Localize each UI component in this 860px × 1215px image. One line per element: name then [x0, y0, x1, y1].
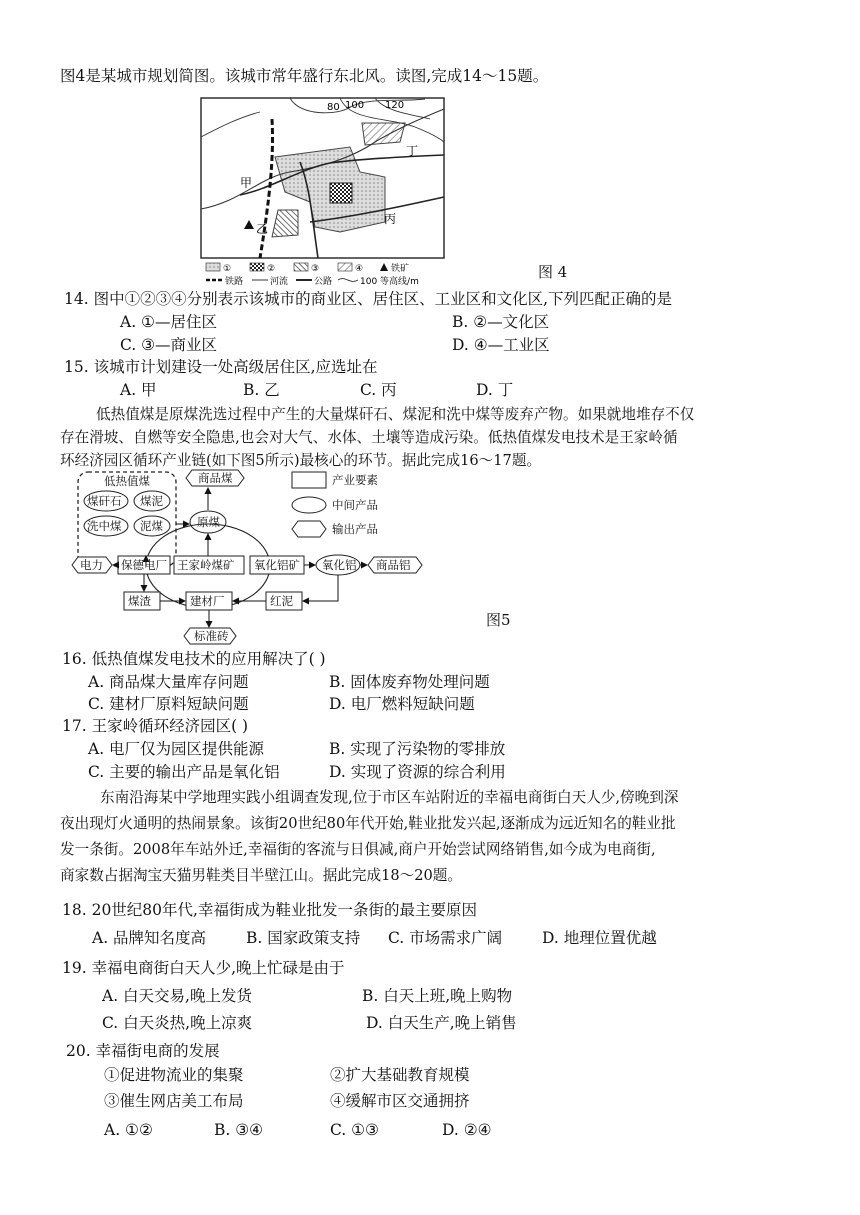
place-bing: 丙	[384, 212, 397, 226]
q15-option-b[interactable]: B. 乙	[243, 381, 280, 399]
legend-4: ④	[355, 264, 364, 274]
legend-rail: 铁路	[225, 277, 244, 287]
contour-label-120: 120	[385, 100, 405, 111]
q20-statement-1: ①促进物流业的集聚	[104, 1066, 244, 1084]
legend-output-product: 输出产品	[332, 522, 378, 536]
q16-option-b[interactable]: B. 固体废弃物处理问题	[329, 673, 490, 691]
passage-18-line-2: 夜出现灯火通明的热闹景象。该街20世纪80年代开始,鞋业批发兴起,逐渐成为远近知名的鞋业批	[60, 815, 676, 832]
building-materials-plant: 建材厂	[190, 594, 225, 608]
legend-industry-factor: 产业要素	[332, 473, 378, 487]
q15-option-d[interactable]: D. 丁	[476, 381, 514, 399]
q20-statement-4: ④缓解市区交通拥挤	[330, 1092, 470, 1110]
electricity: 电力	[80, 558, 103, 572]
q18-option-a[interactable]: A. 品牌知名度高	[92, 929, 207, 947]
red-mud: 红泥	[270, 594, 293, 608]
contour-label-80: 80	[327, 102, 340, 113]
legend-3: ③	[311, 264, 320, 274]
figure-5-caption: 图5	[486, 611, 511, 629]
place-yi: 乙	[256, 222, 269, 236]
peat: 泥煤	[140, 519, 163, 533]
coal-gangue: 煤矸石	[87, 494, 122, 508]
q19-option-a[interactable]: A. 白天交易,晚上发货	[102, 987, 252, 1005]
legend-ore: 铁矿	[391, 264, 410, 274]
q16-option-c[interactable]: C. 建材厂原料短缺问题	[88, 695, 249, 713]
q16-stem: 16. 低热值煤发电技术的应用解决了( )	[62, 650, 326, 668]
legend-road: 公路	[314, 277, 333, 287]
q14-stem: 14. 图中①②③④分别表示该城市的商业区、居住区、工业区和文化区,下列匹配正确的是	[64, 290, 673, 308]
q18-option-c[interactable]: C. 市场需求广阔	[388, 929, 503, 947]
coal-slime: 煤泥	[140, 494, 163, 508]
q19-stem: 19. 幸福电商街白天人少,晚上忙碌是由于	[62, 959, 345, 977]
legend-2: ②	[267, 264, 276, 274]
q14-option-a[interactable]: A. ①—居住区	[120, 313, 217, 331]
passage-18-line-3: 发一条街。2008年车站外迁,幸福街的客流与日俱减,商户开始尝试网络销售,如今成为电商街,	[60, 841, 656, 858]
q19-option-b[interactable]: B. 白天上班,晚上购物	[362, 987, 513, 1005]
q20-option-d[interactable]: D. ②④	[442, 1121, 492, 1139]
alumina-ore: 氧化铝矿	[254, 558, 300, 572]
intro-14: 图4是某城市规划简图。该城市常年盛行东北风。读图,完成14～15题。	[60, 67, 549, 85]
q15-option-a[interactable]: A. 甲	[120, 381, 157, 399]
q14-option-c[interactable]: C. ③—商业区	[120, 336, 218, 354]
figure-4-map	[200, 97, 445, 287]
q18-option-d[interactable]: D. 地理位置优越	[542, 929, 657, 947]
q18-stem: 18. 20世纪80年代,幸福街成为鞋业批发一条街的最主要原因	[62, 901, 477, 919]
passage-16-line-3: 环经济园区循环产业链(如下图5所示)最核心的环节。据此完成16～17题。	[60, 452, 542, 469]
baode-power-plant: 保德电厂	[121, 558, 167, 572]
q20-stem: 20. 幸福街电商的发展	[66, 1042, 220, 1060]
figure-4-caption: 图 4	[538, 263, 568, 281]
legend-intermediate-product: 中间产品	[332, 498, 378, 512]
q14-option-d[interactable]: D. ④—工业区	[452, 336, 550, 354]
q15-stem: 15. 该城市计划建设一处高级居住区,应选址在	[64, 358, 378, 376]
passage-16-line-2: 存在滑坡、自燃等安全隐患,也会对大气、水体、土壤等造成污染。低热值煤发电技术是王家岭循	[60, 429, 678, 446]
low-heat-coal-title: 低热值煤	[104, 474, 150, 488]
legend-contour: 100 等高线/m	[360, 277, 419, 287]
alumina: 氧化铝	[322, 558, 357, 572]
legend-1: ①	[223, 264, 232, 274]
commodity-aluminum: 商品铝	[376, 558, 411, 572]
middling-coal: 洗中煤	[87, 519, 122, 533]
passage-16-line-1: 低热值煤是原煤洗选过程中产生的大量煤矸石、煤泥和洗中煤等废弃产物。如果就地堆存不仅	[96, 406, 695, 423]
commodity-coal: 商品煤	[198, 471, 233, 485]
place-ding: 丁	[406, 144, 419, 158]
q17-option-a[interactable]: A. 电厂仅为园区提供能源	[88, 740, 265, 758]
figure-5-flow-diagram	[66, 468, 446, 648]
q19-option-c[interactable]: C. 白天炎热,晚上凉爽	[102, 1014, 253, 1032]
q20-statement-3: ③催生网店美工布局	[104, 1092, 244, 1110]
q20-option-b[interactable]: B. ③④	[214, 1121, 264, 1139]
raw-coal: 原煤	[197, 515, 220, 529]
q17-option-c[interactable]: C. 主要的输出产品是氧化铝	[88, 763, 280, 781]
q18-option-b[interactable]: B. 国家政策支持	[246, 929, 361, 947]
q17-stem: 17. 王家岭循环经济园区( )	[62, 717, 249, 735]
q16-option-d[interactable]: D. 电厂燃料短缺问题	[329, 695, 475, 713]
standard-brick: 标准砖	[194, 629, 229, 643]
q17-option-b[interactable]: B. 实现了污染物的零排放	[329, 740, 506, 758]
q20-option-a[interactable]: A. ①②	[104, 1121, 153, 1139]
coal-slag: 煤渣	[128, 594, 151, 608]
q14-option-b[interactable]: B. ②—文化区	[452, 313, 550, 331]
contour-label-100: 100	[345, 100, 365, 111]
passage-18-line-1: 东南沿海某中学地理实践小组调查发现,位于市区车站附近的幸福电商街白天人少,傍晚到深	[100, 789, 679, 806]
place-jia: 甲	[240, 176, 253, 190]
legend-river: 河流	[270, 277, 289, 287]
q19-option-d[interactable]: D. 白天生产,晚上销售	[366, 1014, 517, 1032]
q20-option-c[interactable]: C. ①③	[330, 1121, 379, 1139]
passage-18-line-4: 商家数占据淘宝天猫男鞋类目半壁江山。据此完成18～20题。	[60, 867, 462, 884]
q15-option-c[interactable]: C. 丙	[360, 381, 397, 399]
wangjialing-mine: 王家岭煤矿	[177, 558, 235, 572]
q17-option-d[interactable]: D. 实现了资源的综合利用	[329, 763, 506, 781]
q20-statement-2: ②扩大基础教育规模	[330, 1066, 470, 1084]
q16-option-a[interactable]: A. 商品煤大量库存问题	[88, 673, 249, 691]
